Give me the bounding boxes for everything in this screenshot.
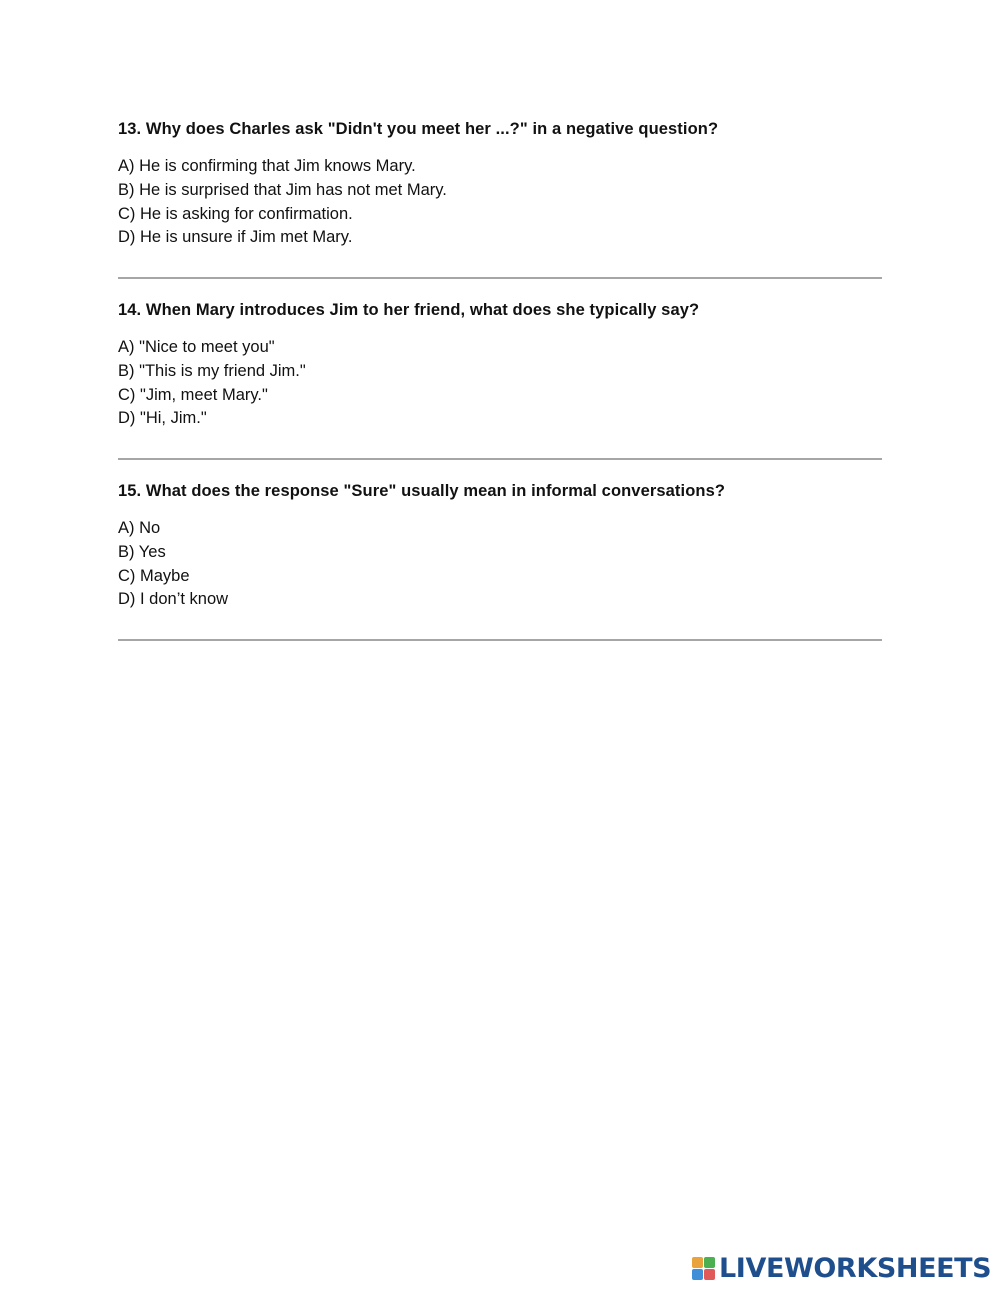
question-13-options [118,155,882,250]
option-d: D) I don’t know [118,590,229,609]
option-c: C) "Jim, meet Mary." [118,385,268,404]
option-a: A) "Nice to meet you" [118,338,275,356]
question-13 [118,119,882,250]
option-b: B) "This is my friend Jim." [118,361,306,380]
option-d: D) "Hi, Jim." [118,409,207,428]
question-13-title: 13. Why does Charles ask "Didn't you meet her ...?" in a negative question? [118,120,719,138]
divider-2 [118,458,882,460]
liveworksheets-logo [692,1255,991,1283]
question-15-title: 15. What does the response "Sure" usually mean in informal conversations? [118,482,726,500]
question-15 [118,481,882,612]
option-a: A) No [118,519,161,537]
option-a: A) He is confirming that Jim knows Mary. [118,157,416,175]
brand-name: LIVEWORKSHEETS [719,1253,992,1284]
divider-1 [118,277,882,279]
option-c: C) He is asking for confirmation. [118,204,353,223]
logo-mark-icon [692,1257,716,1281]
option-c: C) Maybe [118,566,190,585]
question-14-options [118,336,882,431]
option-b: B) He is surprised that Jim has not met Mary. [118,180,447,199]
question-15-options [118,517,882,612]
divider-3 [118,639,882,641]
option-b: B) Yes [118,542,166,561]
question-14-title: 14. When Mary introduces Jim to her friend, what does she typically say? [118,301,700,319]
option-d: D) He is unsure if Jim met Mary. [118,228,353,247]
question-14 [118,300,882,431]
